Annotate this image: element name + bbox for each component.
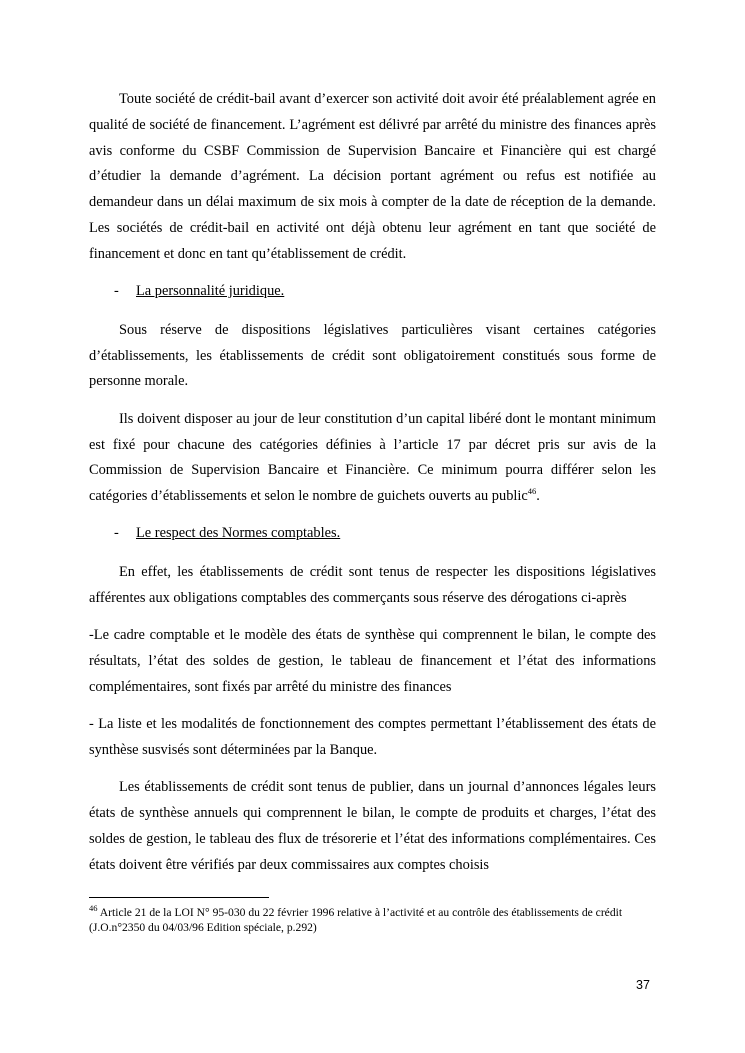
paragraph-publication: Les établissements de crédit sont tenus de publier, dans un journal d’annonces légales leurs états de synthèse annuels qui comprennent le bilan, le compte de produits et charges, l’état des soldes de gestion, le tableau des flux de trésorerie et l’état des informations complémentaires. Ces états doivent être vérifiés par deux commissaires aux comptes choisis xyxy=(89,779,656,873)
bullet-dash: - xyxy=(114,525,119,542)
section-heading-normes xyxy=(89,521,656,547)
page-number: 37 xyxy=(636,978,650,992)
paragraph-personne-morale: Sous réserve de dispositions législatives particulières visant certaines catégories d’établissements, les établissements de crédit sont obligatoirement constitués sous forme de personne morale. xyxy=(89,321,656,390)
footnote-number: 46 xyxy=(89,903,98,914)
paragraph-obligations: En effet, les établissements de crédit sont tenus de respecter les dispositions législatives afférentes aux obligations comptables des commerçants sous réserve des dérogations ci-après xyxy=(89,564,656,607)
body-text xyxy=(89,87,656,890)
footnote-reference: 46 xyxy=(527,486,537,497)
footnote-separator xyxy=(89,897,269,898)
paragraph-agrement: Toute société de crédit-bail avant d’exercer son activité doit avoir été préalablement agrée en qualité de société de financement. L’agrément est délivré par arrêté du ministre des finances après avis conforme du CSBF Commission de Supervision Bancaire et Financière qui est chargé d’étudier la demande d’agrément. La décision portant agrément ou refus est notifiée au demandeur dans un délai maximum de six mois à compter de la date de réception de la demande. Les sociétés de crédit-bail en activité ont déjà obtenu leur agrément en tant que société de financement et donc en tant qu’établissement de crédit. xyxy=(89,91,656,262)
paragraph-capital-end: . xyxy=(536,488,540,505)
paragraph-liste-comptes: - La liste et les modalités de fonctionnement des comptes permettant l’établissement des états de synthèse susvisés sont déterminées par la Banque. xyxy=(89,716,656,759)
footnote-source: (J.O.n°2350 du 04/03/96 Edition spéciale, p.292) xyxy=(89,921,317,934)
heading-normes-comptables: Le respect des Normes comptables. xyxy=(136,525,341,542)
footnote-content: Article 21 de la LOI N° 95-030 du 22 février 1996 relative à l’activité et au contrôle des établissements de crédit xyxy=(99,906,623,919)
paragraph-capital xyxy=(89,407,656,510)
bullet-dash: - xyxy=(114,283,119,300)
paragraph-cadre-comptable: -Le cadre comptable et le modèle des états de synthèse qui comprennent le bilan, le compte des résultats, l’état des soldes de gestion, le tableau de financement et l’état des informations complémentaires, sont fixés par arrêté du ministre des finances xyxy=(89,627,656,695)
heading-personnalite-juridique: La personnalité juridique. xyxy=(136,283,285,300)
paragraph-capital-text: Ils doivent disposer au jour de leur constitution d’un capital libéré dont le montant minimum est fixé pour chacune des catégories définies à l’article 17 par décret pris sur avis de la Commission de Supervision Bancaire et Financière. Ce minimum pourra différer selon les catégories d’établissements et selon le nombre de guichets ouverts au public xyxy=(89,410,656,505)
section-heading-personnalite xyxy=(89,279,656,305)
footnote xyxy=(89,905,656,935)
footnote-text xyxy=(89,905,656,920)
